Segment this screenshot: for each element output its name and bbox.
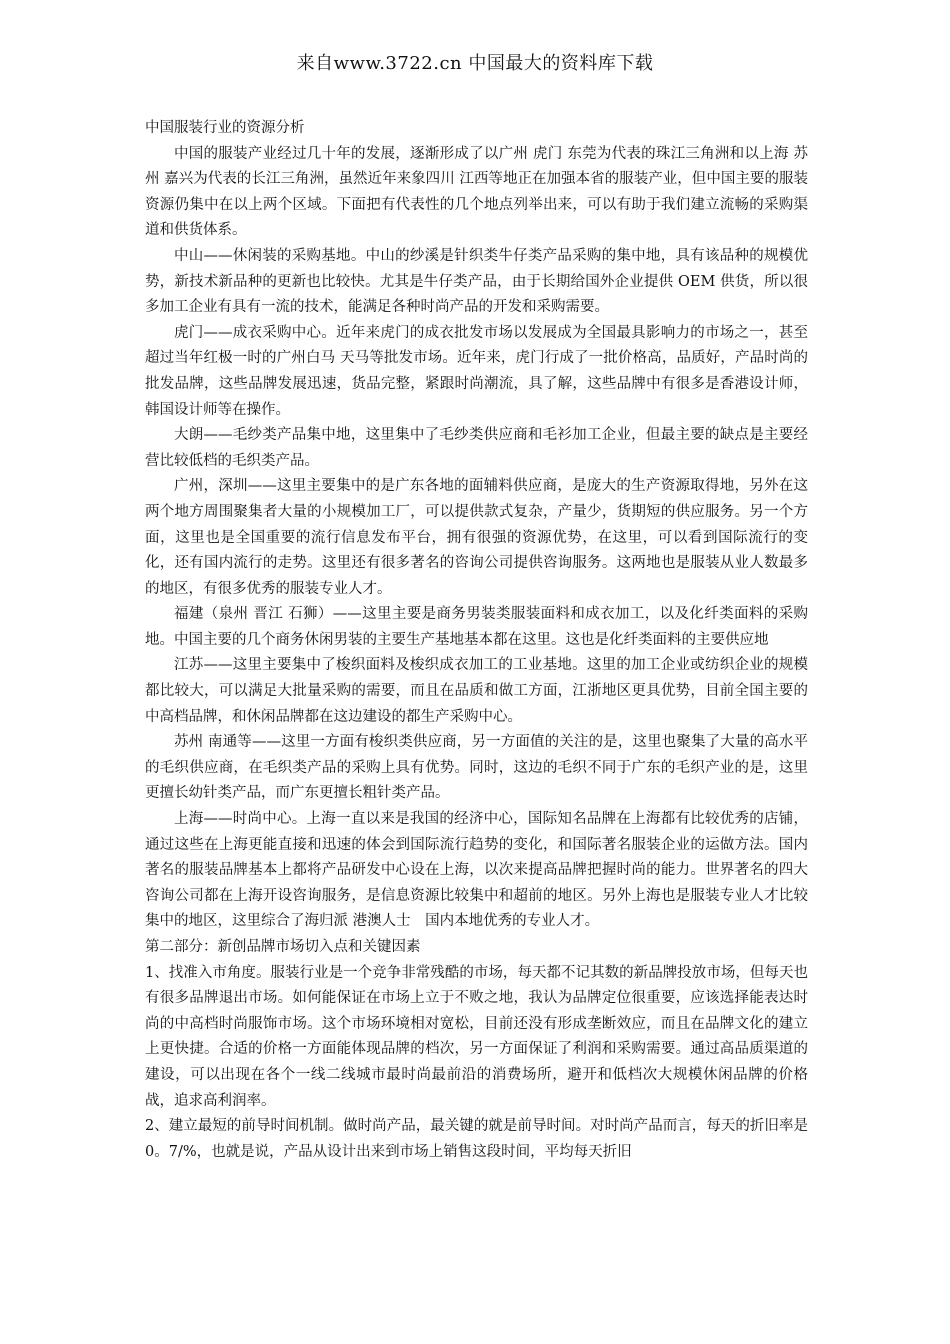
- page-header: 来自www.3722.cn 中国最大的资料库下载: [296, 53, 654, 74]
- paragraph-dalang: 大朗——毛纱类产品集中地，这里集中了毛纱类供应商和毛衫加工企业，但最主要的缺点是主要经营比较低档的毛织类产品。: [145, 427, 808, 469]
- document-title: 中国服装行业的资源分析: [145, 120, 305, 136]
- paragraph-guangzhou-shenzhen: 广州，深圳——这里主要集中的是广东各地的面辅料供应商，是庞大的生产资源取得地，另外在这两个地方周围聚集者大量的小规模加工厂，可以提供款式复杂，产量少，货期短的供应服务。另一个方面，这里也是全国重要的流行信息发布平台，拥有很强的资源优势，在这里，可以看到国际流行的变化，还有国内流行的走势。这里还有很多著名的咨询公司提供咨询服务。这两地也是服装从业人数最多的地区，有很多优秀的服装专业人才。: [145, 478, 808, 597]
- paragraph-jiangsu: 江苏——这里主要集中了梭织面料及梭织成衣加工的工业基地。这里的加工企业或纺织企业的规模都比较大，可以满足大批量采购的需要，而且在品质和做工方面，江浙地区更具优势，目前全国主要的中高档品牌，和休闲品牌都在这边建设的都生产采购中心。: [145, 657, 808, 725]
- section-2-title: 第二部分：新创品牌市场切入点和关键因素: [145, 939, 421, 955]
- paragraph-suzhou-nantong: 苏州 南通等——这里一方面有梭织类供应商，另一方面值的关注的是，这里也聚集了大量的高水平的毛织供应商，在毛织类产品的采购上具有优势。同时，这边的毛织不同于广东的毛织产业的是，这里更擅长幼针类产品，而广东更擅长粗针类产品。: [145, 734, 808, 802]
- paragraph-zhongshan: 中山——休闲装的采购基地。中山的纱溪是针织类牛仔类产品采购的集中地，具有该品种的规模优势，新技术新品种的更新也比较快。尤其是牛仔类产品，由于长期给国外企业提供 OEM 供货，所以很多加工企业有具有一流的技术，能满足各种时尚产品的开发和采购需要。: [145, 247, 808, 316]
- document-body: [145, 116, 808, 1165]
- paragraph-shanghai: 上海——时尚中心。上海一直以来是我国的经济中心，国际知名品牌在上海都有比较优秀的店铺，通过这些在上海更能直接和迅速的体会到国际流行趋势的变化，和国际著名服装企业的运做方法。国内著名的服装品牌基本上都将产品研发中心设在上海，以次来提高品牌把握时尚的能力。世界著名的四大咨询公司都在上海开设咨询服务，是信息资源比较集中和超前的地区。另外上海也是服装专业人才比较集中的地区，这里综合了海归派 港澳人士 国内本地优秀的专业人才。: [145, 811, 808, 930]
- section-2-item-2: 2、建立最短的前导时间机制。做时尚产品，最关键的就是前导时间。对时尚产品而言，每天的折旧率是 0。7/%，也就是说，产品从设计出来到市场上销售这段时间，平均每天折旧: [145, 1118, 808, 1160]
- paragraph-humen: 虎门——成衣采购中心。近年来虎门的成衣批发市场以发展成为全国最具影响力的市场之一，甚至超过当年红极一时的广州白马 天马等批发市场。近年来，虎门行成了一批价格高，品质好，产品时尚的批发品牌，这些品牌发展迅速，货品完整，紧跟时尚潮流，具了解，这些品牌中有很多是香港设计师，韩国设计师等在操作。: [145, 324, 808, 418]
- section-2-item-1: 1、找准入市角度。服装行业是一个竞争非常残酷的市场，每天都不记其数的新品牌投放市场，但每天也有很多品牌退出市场。如何能保证在市场上立于不败之地，我认为品牌定位很重要，应该选择能表达时尚的中高档时尚服饰市场。这个市场环境相对宽松，目前还没有形成垄断效应，而且在品牌文化的建立上更快捷。合适的价格一方面能体现品牌的档次，另一方面保证了利润和采购需要。通过高品质渠道的建设，可以出现在各个一线二线城市最时尚最前沿的消费场所，避开和低档次大规模休闲品牌的价格战，追求高利润率。: [145, 964, 808, 1109]
- paragraph-fujian: 福建（泉州 晋江 石狮）——这里主要是商务男装类服装面料和成衣加工，以及化纤类面料的采购地。中国主要的几个商务休闲男装的主要生产基地基本都在这里。这也是化纤类面料的主要供应地: [145, 606, 808, 648]
- paragraph-intro: 中国的服装产业经过几十年的发展，逐渐形成了以广州 虎门 东莞为代表的珠江三角洲和以上海 苏州 嘉兴为代表的长江三角洲，虽然近年来象四川 江西等地正在加强本省的服装产业，但中国主要的服装资源仍集中在以上两个区域。下面把有代表性的几个地点列举出来，可以有助于我们建立流畅的采购渠道和供货体系。: [145, 145, 808, 239]
